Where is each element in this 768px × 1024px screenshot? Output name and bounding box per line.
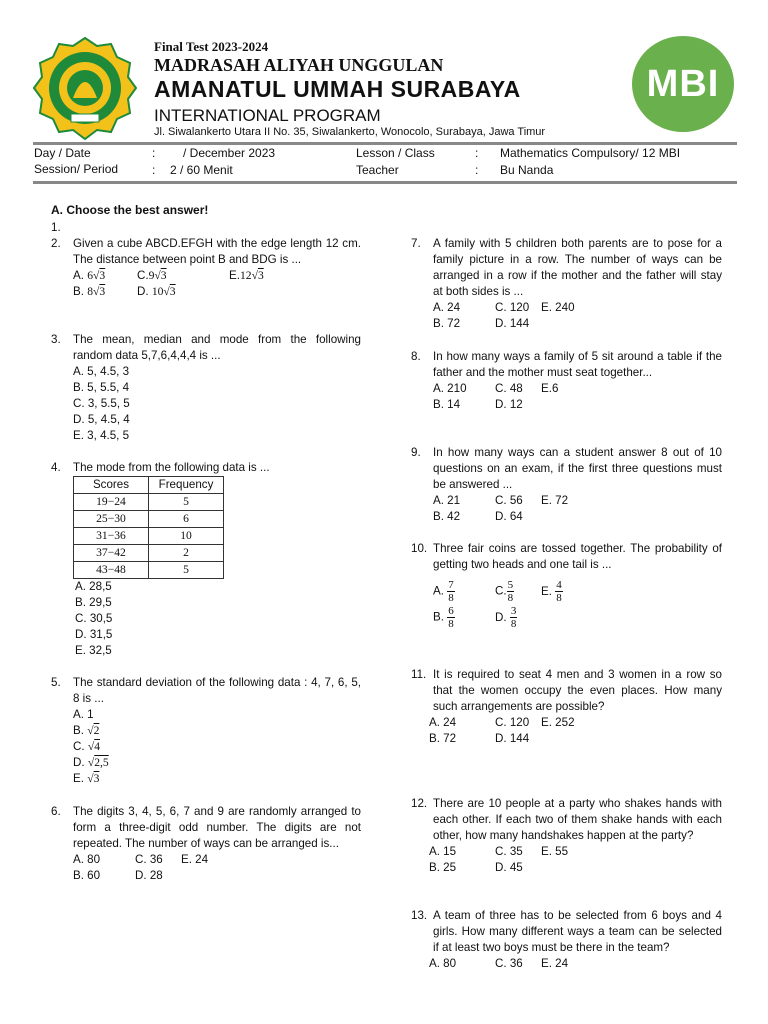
session-value: 2 / 60 Menit (170, 163, 233, 177)
q3-option-b[interactable]: B. 5, 5.5, 4 (73, 381, 130, 394)
q13-option-c[interactable]: C. 36 (495, 957, 523, 970)
q11-option-d[interactable]: D. 144 (495, 732, 530, 745)
q12-option-e[interactable]: E. 55 (541, 845, 569, 858)
school-name: AMANATUL UMMAH SURABAYA (154, 76, 521, 102)
q4-option-e[interactable]: E. 32,5 (75, 644, 112, 657)
q5-option-b[interactable]: B. √2 (73, 724, 100, 737)
mbi-badge: MBI (632, 36, 734, 132)
q12-option-c[interactable]: C. 35 (495, 845, 523, 858)
school-address: Jl. Siwalankerto Utara II No. 35, Siwalankerto, Wonocolo, Surabaya, Jawa Timur (154, 126, 546, 138)
q7-option-d[interactable]: D. 144 (495, 317, 530, 330)
program-name: INTERNATIONAL PROGRAM (154, 106, 381, 125)
q9-option-e[interactable]: E. 72 (541, 494, 569, 507)
final-test-label: Final Test 2023-2024 (154, 39, 269, 54)
q2-text: Given a cube ABCD.EFGH with the edge length 12 cm. The distance between point B and BDG is ... (73, 237, 361, 266)
question-5 (51, 675, 361, 787)
q10-option-b[interactable]: B. $\frac{6}{8}$ (433, 605, 454, 630)
q11-option-a[interactable]: A. 24 (429, 716, 457, 729)
q10-option-d[interactable]: D. $\frac{3}{8}$ (495, 605, 517, 630)
q2-option-c[interactable]: C.9√3 (137, 269, 167, 282)
q5-option-c[interactable]: C. √4 (73, 740, 100, 753)
table-row: 43−48 5 (74, 562, 224, 579)
school-logo (33, 36, 138, 141)
q3-option-e[interactable]: E. 3, 4.5, 5 (73, 429, 130, 442)
header-rule-top (33, 142, 737, 145)
q13-option-a[interactable]: A. 80 (429, 957, 457, 970)
q8-option-b[interactable]: B. 14 (433, 398, 461, 411)
q8-option-d[interactable]: D. 12 (495, 398, 523, 411)
q10-number: 10. (411, 542, 428, 555)
q4-text: The mode from the following data is ... (73, 461, 270, 474)
q4-option-c[interactable]: C. 30,5 (75, 612, 113, 625)
session-label: Session/ Period (34, 162, 119, 176)
q12-text: There are 10 people at a party who shakes hands with each other. If each two of them shake hands with each other, how many handshakes happen at the party? (433, 797, 722, 842)
q9-text: In how many ways can a student answer 8 out of 10 questions on an exam, if the first three questions must be answered ... (433, 446, 722, 491)
q7-option-e[interactable]: E. 240 (541, 301, 575, 314)
question-4 (51, 460, 361, 659)
question-13 (411, 908, 722, 972)
q4-number: 4. (51, 461, 61, 474)
q6-option-e[interactable]: E. 24 (181, 853, 209, 866)
q3-option-d[interactable]: D. 5, 4.5, 4 (73, 413, 130, 426)
question-1-number: 1. (51, 221, 61, 234)
q6-option-d[interactable]: D. 28 (135, 869, 163, 882)
q2-number: 2. (51, 237, 61, 250)
q13-text: A team of three has to be selected from 6 boys and 4 girls. How many different ways a team can be selected if at least two boys must be there in the team? (433, 909, 722, 954)
q5-option-e[interactable]: E. √3 (73, 772, 100, 785)
q11-option-b[interactable]: B. 72 (429, 732, 457, 745)
question-3 (51, 332, 361, 444)
q9-option-b[interactable]: B. 42 (433, 510, 461, 523)
q3-option-c[interactable]: C. 3, 5.5, 5 (73, 397, 130, 410)
table-row: 37−42 2 (74, 545, 224, 562)
q10-option-e[interactable]: E. $\frac{4}{8}$ (541, 579, 562, 604)
table-row: 19−24 5 (74, 494, 224, 511)
question-6 (51, 804, 361, 884)
day-colon: : (152, 146, 156, 160)
q12-option-d[interactable]: D. 45 (495, 861, 523, 874)
q3-option-a[interactable]: A. 5, 4.5, 3 (73, 365, 130, 378)
q6-option-a[interactable]: A. 80 (73, 853, 101, 866)
q10-text: Three fair coins are tossed together. The probability of getting two heads and one tail is ... (433, 542, 722, 571)
q2-option-a[interactable]: A. 6√3 (73, 269, 106, 282)
lesson-value: Mathematics Compulsory/ 12 MBI (500, 146, 681, 160)
q7-option-b[interactable]: B. 72 (433, 317, 461, 330)
header-rule-bottom (33, 181, 737, 184)
q6-option-c[interactable]: C. 36 (135, 853, 163, 866)
question-12 (411, 796, 722, 876)
q6-number: 6. (51, 805, 61, 818)
q11-text: It is required to seat 4 men and 3 women in a row so that the women occupy the even places. How many such arrangements are possible? (433, 668, 722, 713)
q12-option-b[interactable]: B. 25 (429, 861, 457, 874)
q9-option-c[interactable]: C. 56 (495, 494, 523, 507)
question-2 (51, 236, 361, 300)
q7-option-a[interactable]: A. 24 (433, 301, 461, 314)
madrasah-name: MADRASAH ALIYAH UNGGULAN (154, 55, 444, 75)
teacher-label: Teacher (356, 163, 399, 177)
question-11 (411, 667, 722, 747)
q9-option-d[interactable]: D. 64 (495, 510, 523, 523)
lesson-colon: : (475, 146, 479, 160)
q5-option-a[interactable]: A. 1 (73, 708, 94, 721)
teacher-value: Bu Nanda (500, 163, 554, 177)
q7-number: 7. (411, 237, 421, 250)
table-header: Frequency (149, 477, 224, 494)
day-label: Day / Date (34, 146, 91, 160)
table-header: Scores (74, 477, 149, 494)
question-9 (411, 445, 722, 525)
section-title: A. Choose the best answer! (51, 203, 209, 217)
question-7 (411, 236, 722, 332)
q10-option-a[interactable]: A. $\frac{7}{8}$ (433, 579, 454, 604)
q7-text: A family with 5 children both parents are to pose for a family picture in a row. The number of ways can be arranged in a row if the mother and the father will stay at both sides is ... (433, 237, 722, 298)
q2-option-d[interactable]: D. 10√3 (137, 285, 176, 298)
q13-number: 13. (411, 909, 428, 922)
table-row: 25−30 6 (74, 511, 224, 528)
q4-option-b[interactable]: B. 29,5 (75, 596, 112, 609)
q6-option-b[interactable]: B. 60 (73, 869, 101, 882)
q5-option-d[interactable]: D. √2,5 (73, 756, 109, 769)
q5-text: The standard deviation of the following data : 4, 7, 6, 5, 8 is ... (73, 676, 361, 705)
q9-option-a[interactable]: A. 21 (433, 494, 461, 507)
q9-number: 9. (411, 446, 421, 459)
q6-text: The digits 3, 4, 5, 6, 7 and 9 are randomly arranged to form a three-digit odd number. The digits are not repeated. The number of ways can be arranged is... (73, 805, 361, 850)
q5-number: 5. (51, 676, 61, 689)
frequency-table (73, 476, 224, 579)
q13-option-e[interactable]: E. 24 (541, 957, 569, 970)
q10-option-c[interactable]: C. $\frac{5}{8}$ (495, 579, 514, 604)
q12-number: 12. (411, 797, 428, 810)
q11-option-e[interactable]: E. 252 (541, 716, 575, 729)
q11-option-c[interactable]: C. 120 (495, 716, 530, 729)
q3-text: The mean, median and mode from the following random data 5,7,6,4,4,4 is ... (73, 333, 361, 362)
q3-number: 3. (51, 333, 61, 346)
q4-option-d[interactable]: D. 31,5 (75, 628, 113, 641)
question-8 (411, 349, 722, 413)
q8-option-a[interactable]: A. 210 (433, 382, 467, 395)
q2-option-b[interactable]: B. 8√3 (73, 285, 106, 298)
q7-option-c[interactable]: C. 120 (495, 301, 530, 314)
q8-text: In how many ways a family of 5 sit around a table if the father and the mother must seat together... (433, 350, 722, 379)
q8-option-c[interactable]: C. 48 (495, 382, 523, 395)
teacher-colon: : (475, 163, 479, 177)
lesson-label: Lesson / Class (356, 146, 435, 160)
table-row: 31−36 10 (74, 528, 224, 545)
q2-option-e[interactable]: E.12√3 (229, 269, 264, 282)
q8-option-e[interactable]: E.6 (541, 382, 559, 395)
q12-option-a[interactable]: A. 15 (429, 845, 457, 858)
question-10 (411, 541, 722, 631)
q4-option-a[interactable]: A. 28,5 (75, 580, 112, 593)
day-value: / December 2023 (183, 146, 276, 160)
session-colon: : (152, 163, 156, 177)
q8-number: 8. (411, 350, 421, 363)
q11-number: 11. (411, 668, 427, 681)
